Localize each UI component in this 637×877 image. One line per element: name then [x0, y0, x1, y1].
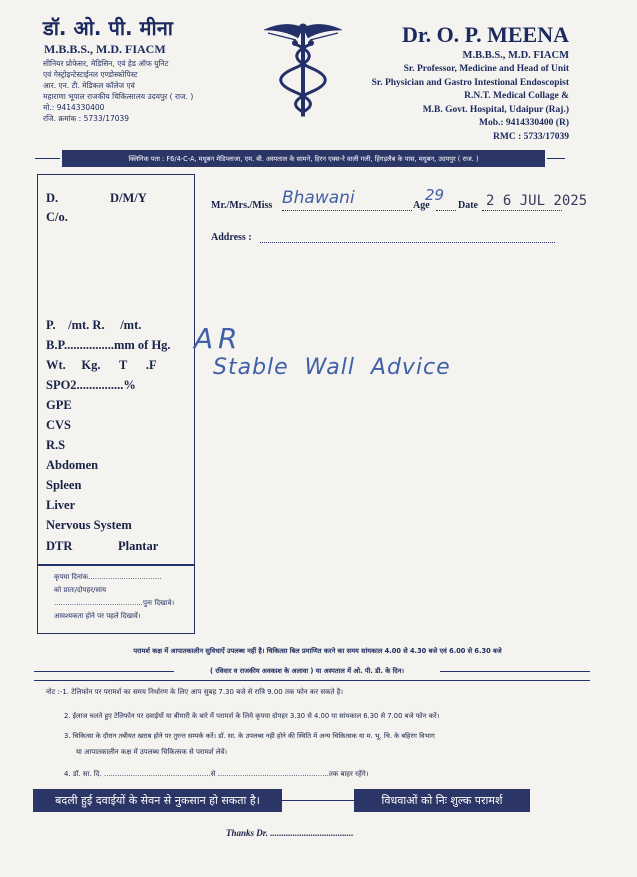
hindi-line: सीनियर प्रोफेसर, मेडिसिन, एवं हेड ऑफ युनिट — [43, 59, 169, 68]
co-label: C/o. — [46, 210, 68, 224]
followup-line: को प्रातः/दोपहर/सांय — [54, 586, 107, 594]
note-1: नोट :-1. टेलिफोन पर परामर्श का समय निर्धारण के लिए आप सुबह 7.30 बजे से रात्रि 9.00 तक फोन कर सकते है। — [46, 688, 344, 696]
hindi-doctor-name: डॉ. ओ. पी. मीना — [43, 16, 173, 40]
divider — [282, 800, 354, 801]
english-doctor-name: Dr. O. P. MEENA — [401, 22, 569, 47]
hindi-degrees: M.B.B.S., M.D. FIACM — [44, 42, 166, 56]
age-value: 29 — [425, 186, 445, 204]
exam-spleen: Spleen — [46, 478, 82, 492]
clinic-address-banner: क्लिनिक पता : F6/4-C-A, मधुबन मेडिप्लाजा, एम. बी. अस्पताल के सामने, हिरन एक्स-रे वाली गली, हिंगड़लैब के पास, मधुबन, उदयपुर ( राज. ) — [62, 150, 545, 167]
hindi-phone: मो.: 9414330400 — [43, 103, 105, 112]
warning-banner: बदली हुई दवाईयों के सेवन से नुकसान हो सकता है। — [33, 789, 282, 812]
name-line — [282, 210, 412, 211]
note-3: 3. चिकित्सा के दौरान तबीयत खराब होने पर तुरन्त सम्पर्क करें। डॉ. सा. के उपलब्ध नही होने की स्थिति में अन्य चिकित्सक या म. भू. चि. के बहिरंग विभाग — [64, 732, 435, 740]
hindi-line: आर. एन. टी. मेडिकल कॉलेज एवं — [43, 81, 135, 90]
english-credentials — [372, 63, 569, 144]
thanks-line: Thanks Dr. ..................................... — [226, 828, 354, 838]
english-degrees: M.B.B.S., M.D. FIACM — [462, 50, 569, 61]
followup-line: आवश्यकता होने पर पहले दिखावें। — [54, 612, 141, 620]
age-line — [436, 210, 456, 211]
followup-line: कृपया दिनांक................................. — [54, 573, 162, 581]
exam-cvs: CVS — [46, 418, 72, 432]
address-label: Address : — [211, 232, 252, 243]
english-line: Sr. Physician and Gastro Intestional Endoscopist — [371, 77, 569, 88]
note-4: 4. डॉ. सा. दि. ................................................से ..................................................तक बाहर रहेंगे। — [64, 770, 369, 778]
exam-rs: R.S — [46, 438, 66, 452]
followup-text — [54, 571, 174, 623]
date-field-label: Date — [458, 200, 478, 211]
consult-timing-line1: परामर्श कक्ष में आपातकालीन सुविधाऐं उपलब्ध नहीं है। चिकित्सा बिल प्रमाणित करने का समय सांयकाल 4.00 से 4.30 बजे एवं 6.00 से 6.30 बजे — [133, 647, 502, 655]
rx-handwriting-line1: A R — [194, 322, 236, 355]
note-2: 2. ईलाज चलते हुए टेलिफोन पर दवाईयों या बीमारी के बारे में परामर्श के लिये कृपया दोपहर 3.30 से 4.00 या सांयकाल 6.30 से 7.00 बजे फोन करें। — [64, 712, 440, 720]
exam-gpe: GPE — [46, 398, 72, 412]
dmy-label: D/M/Y — [110, 191, 147, 205]
date-stamp: 2 6 JUL 2025 — [486, 193, 588, 209]
divider — [34, 671, 174, 672]
english-line: R.N.T. Medical Collage & — [464, 91, 569, 101]
english-line: Sr. Professor, Medicine and Head of Unit — [403, 64, 569, 74]
hindi-line: एवं गेस्ट्रोइन्टेस्टाईनल एण्डोस्कोपिस्ट — [43, 70, 138, 79]
weight-temp-field: Wt. Kg. T .F — [46, 358, 157, 372]
spo2-field: SPO2...............% — [46, 378, 136, 392]
pulse-field: P. /mt. R. /mt. — [46, 318, 142, 332]
exam-abdomen: Abdomen — [46, 458, 99, 472]
consult-timing-line2: ( रविवार व राजकीय अवकाश के अलावा ) या अस्पताल में ओ. पी. डी. के दिन। — [210, 667, 404, 675]
patient-name-handwriting: Bhawani — [282, 188, 355, 208]
divider — [35, 158, 60, 159]
exam-dtr: DTR — [46, 539, 73, 553]
rx-handwriting-line2: Stable Wall Advice — [213, 355, 451, 380]
bp-field: B.P................mm of Hg. — [46, 338, 171, 352]
address-line — [260, 242, 555, 243]
english-registration: RMC : 5733/17039 — [493, 131, 569, 142]
hindi-line: महाराणा भूपाल राजकीय चिकित्सालय उदयपुर ( राज. ) — [43, 92, 194, 101]
note-3-cont: या आपातकालीन कक्ष में उपलब्ध चिकित्सक से परामर्श लेवें। — [76, 748, 228, 756]
caduceus-logo-icon — [262, 20, 344, 120]
exam-liver: Liver — [46, 498, 76, 512]
hindi-registration: रजि. क्रमांक : 5733/17039 — [43, 114, 130, 123]
date-line — [482, 210, 562, 211]
exam-plantar: Plantar — [118, 539, 159, 553]
english-line: M.B. Govt. Hospital, Udaipur (Raj.) — [422, 104, 569, 115]
followup-line: ........................................पुनः दिखावे। — [54, 599, 175, 607]
name-label: Mr./Mrs./Miss — [211, 200, 273, 211]
english-phone: Mob.: 9414330400 (R) — [479, 118, 569, 128]
exam-nervous-system: Nervous System — [46, 518, 132, 532]
divider — [440, 671, 590, 672]
divider — [34, 680, 590, 681]
date-label: D. — [46, 191, 59, 205]
age-label: Age — [413, 200, 430, 211]
hindi-credentials — [43, 58, 193, 124]
free-consult-banner: विधवाओं को निः शुल्क परामर्श — [354, 789, 530, 812]
divider — [547, 158, 565, 159]
